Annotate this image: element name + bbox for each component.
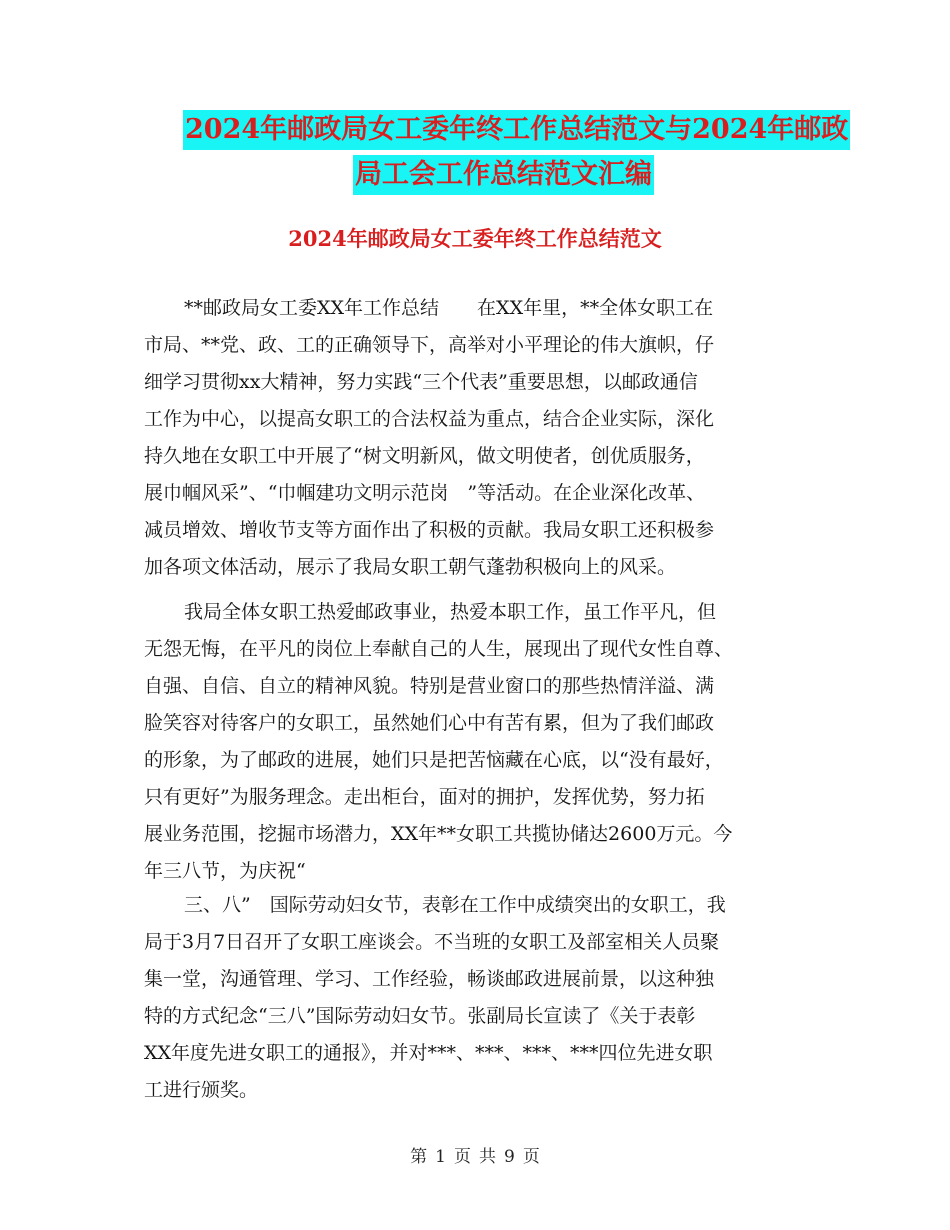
total-label-suffix: 页 [522, 1147, 540, 1167]
paragraph-3-line-1: 三、八” 国际劳动妇女节，表彰在工作中成绩突出的女职工，我 [184, 894, 726, 916]
paragraph-2-line-8: 年三八节，为庆祝“ [144, 860, 306, 882]
paragraph-2-line-1: 我局全体女职工热爱邮政事业，热爱本职工作，虽工作平凡，但 [184, 601, 717, 623]
paragraph-2-line-5: 的形象，为了邮政的进展，她们只是把苦恼藏在心底，以“没有最好， [144, 749, 724, 771]
paragraph-1-line-3: 细学习贯彻xx大精神，努力实践“三个代表”重要思想，以邮政通信 [144, 371, 698, 393]
paragraph-1-line-2: 市局、**党、政、工的正确领导下，高举对小平理论的伟大旗帜，仔 [144, 334, 715, 356]
paragraph-3-line-4: 特的方式纪念“三八”国际劳动妇女节。张副局长宣读了《关于表彰 [144, 1005, 696, 1027]
paragraph-3-line-5: XX年度先进女职工的通报》，并对***、***、***、***四位先进女职 [144, 1042, 713, 1064]
total-page-count: 9 [504, 1147, 515, 1167]
document-title-line-2: 局工会工作总结范文汇编 [353, 155, 654, 195]
paragraph-2-line-7: 展业务范围，挖掘市场潜力，XX年**女职工共揽协储达2600万元。今 [144, 823, 733, 845]
page-label-prefix: 第 [410, 1147, 428, 1167]
paragraph-3-line-6: 工进行颁奖。 [144, 1079, 259, 1101]
paragraph-2-line-3: 自强、自信、自立的精神风貌。特别是营业窗口的那些热情洋溢、满 [144, 675, 715, 697]
paragraph-2-line-2: 无怨无悔，在平凡的岗位上奉献自己的人生，展现出了现代女性自尊、 [144, 638, 734, 660]
paragraph-1-line-8: 加各项文体活动，展示了我局女职工朝气蓬勃积极向上的风采。 [144, 556, 677, 578]
paragraph-1-line-7: 减员增效、增收节支等方面作出了积极的贡献。我局女职工还积极参 [144, 519, 715, 541]
current-page-number: 1 [435, 1147, 446, 1167]
paragraph-2-line-4: 脸笑容对待客户的女职工，虽然她们心中有苦有累，但为了我们邮政 [144, 712, 715, 734]
total-label-prefix: 共 [479, 1147, 496, 1167]
paragraph-1-line-5: 持久地在女职工中开展了“树文明新风，做文明使者，创优质服务， [144, 445, 705, 467]
page-label-middle: 页 [454, 1147, 471, 1167]
section-heading: 2024年邮政局女工委年终工作总结范文 [288, 226, 662, 251]
paragraph-1-line-6: 展巾帼风采”、“巾帼建功文明示范岗 ”等活动。在企业深化改革、 [144, 482, 706, 504]
paragraph-2-line-6: 只有更好”为服务理念。走出柜台，面对的拥护，发挥优势，努力拓 [144, 786, 705, 808]
paragraph-1-line-4: 工作为中心，以提高女职工的合法权益为重点，结合企业实际，深化 [144, 408, 715, 430]
paragraph-3-line-2: 局于3月7日召开了女职工座谈会。不当班的女职工及部室相关人员聚 [144, 931, 720, 953]
paragraph-1-line-1: **邮政局女工委XX年工作总结 在XX年里，**全体女职工在 [184, 297, 714, 319]
paragraph-3-line-3: 集一堂，沟通管理、学习、工作经验，畅谈邮政进展前景，以这种独 [144, 968, 715, 990]
document-title-line-1: 2024年邮政局女工委年终工作总结范文与2024年邮政 [183, 110, 850, 150]
page-number-footer [0, 1142, 950, 1172]
